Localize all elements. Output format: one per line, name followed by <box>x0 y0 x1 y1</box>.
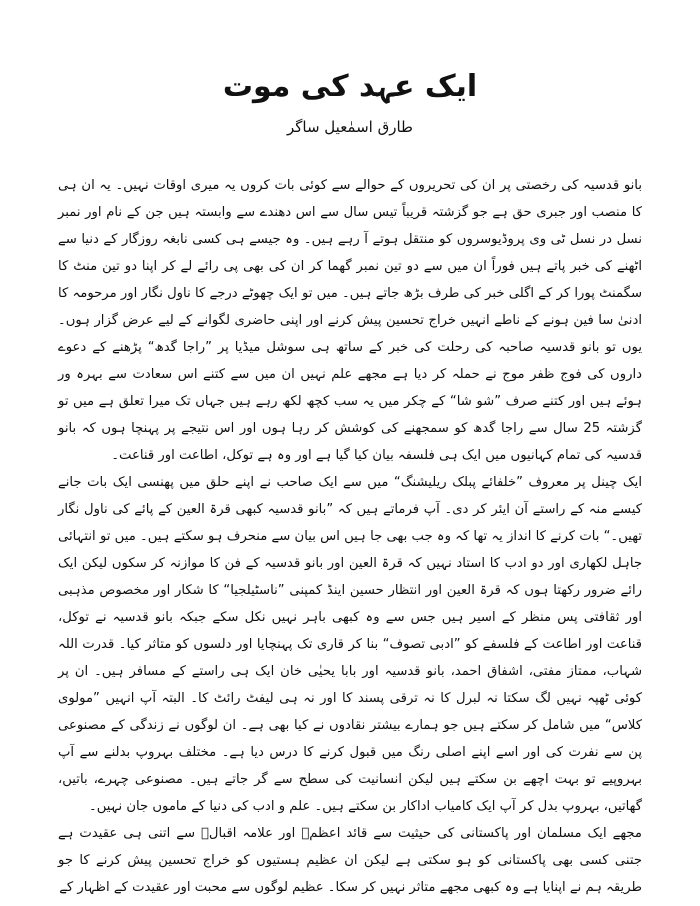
article-author: طارق اسمٰعیل ساگر <box>286 118 413 136</box>
article-paragraph: مجھے ایک مسلمان اور پاکستانی کی حیثیت سے قائد اعظمؒ اور علامہ اقبالؒ سے اتنی ہی عقیدت ہے جتنی کسی بھی پاکستانی کو ہو سکتی ہے لیکن ان عظیم ہستیوں کو خراج تحسین پیش کرنے کا جو طریقہ ہم نے اپنایا ہے وہ کبھی مجھے متاثر نہیں کر سکا۔ عظیم لوگوں سے محبت اور عقیدت کے اظہار کے <box>58 826 642 895</box>
article-body <box>58 172 642 901</box>
article-title: ایک عہد کی موت <box>222 69 478 104</box>
article-paragraph: بانو قدسیہ کی رخصتی پر ان کی تحریروں کے حوالے سے کوئی بات کروں یہ میری اوقات نہیں۔ یہ ان ہی کا منصب اور جبری حق ہے جو گزشتہ قریباً تیس سال سے اس دھندے سے وابستہ ہیں جن کے نام اور نمبر نسل در نسل ٹی وی پروڈیوسروں کو منتقل ہوتے آ رہے ہیں۔ وہ جیسے ہی کسی نابغہ روزگار کے دنیا سے اٹھنے کی خبر پاتے ہیں فوراً ان میں سے دو تین نمبر گھما کر ان کی بھی پی رائے لے کر اپنا دو تین منٹ کا سگمنٹ پورا کر کے اگلی خبر کی طرف بڑھ جاتے ہیں۔ میں تو ایک چھوٹے درجے کا ناول نگار اور مرحومہ کا ادنیٰ سا فین ہونے کے ناطے انہیں خراج تحسین پیش کرنے اور اپنی حاضری لگوانے کے لیے عرض گزار ہوں۔ یوں تو بانو قدسیہ صاحبہ کی رحلت کی خبر کے ساتھ ہی سوشل میڈیا پر ”راجا گدھ“ پڑھنے کے دعوے داروں کی فوج ظفر موج نے حملہ کر دیا ہے مجھے علم نہیں ان میں سے کتنے اس سعادت سے بہرہ ور ہوئے ہیں اور کتنے صرف ”شو شا“ کے چکر میں یہ سب کچھ لکھ رہے ہیں جہاں تک میرا تعلق ہے میں تو گزشتہ 25 سال سے راجا گدھ کو سمجھنے کی کوشش کر رہا ہوں اور اس نتیجے پر پہنچا ہوں کہ بانو قدسیہ کی تمام کہانیوں میں ایک ہی فلسفہ بیان کیا گیا ہے اور وہ ہے توکل، اطاعت اور قناعت۔ <box>58 178 642 463</box>
article-paragraph: ایک چینل پر معروف ”خلفائے پبلک ریلیشنگ“ میں سے ایک صاحب نے اپنے حلق میں پھنسی ایک بات جانے کیسے منہ کے راستے آن ایئر کر دی۔ آپ فرماتے ہیں کہ ”بانو قدسیہ کبھی قرۃ العین کے پائے کی ناول نگار تھیں۔“ بات کرنے کا انداز یہ تھا کہ وہ جب بھی جا ہیں اس بیان سے منحرف ہو سکتے ہیں۔ میں تو انتہائی جاہل لکھاری اور دو ادب کا استاد نہیں کہ قرۃ العین اور بانو قدسیہ کے فن کا موازنہ کر سکوں لیکن ایک رائے ضرور رکھتا ہوں کہ قرۃ العین اور انتظار حسین اینڈ کمپنی ”ناسٹیلجیا“ کا شکار اور مخصوص مذہبی اور ثقافتی پس منظر کے اسیر ہیں جس سے وہ کبھی باہر نہیں نکل سکے جبکہ بانو قدسیہ نے توکل، قناعت اور اطاعت کے فلسفے کو ”ادبی تصوف“ بنا کر قاری تک پہنچایا اور دلسوں کو متاثر کیا۔ قدرت اللہ شہاب، ممتاز مفتی، اشفاق احمد، بانو قدسیہ اور بابا یحیٰی خان ایک ہی راستے کے مسافر ہیں۔ ان پر کوئی ٹھپہ نہیں لگ سکتا نہ لبرل کا نہ ترقی پسند کا اور نہ ہی لیفٹ رائٹ کا۔ البتہ آپ انہیں ”مولوی کلاس“ میں شامل کر سکتے ہیں جو ہمارے بیشتر نقادوں نے کیا بھی ہے۔ ان لوگوں نے زندگی کے مصنوعی پن سے نفرت کی اور اسے اپنے اصلی رنگ میں قبول کرنے کا درس دیا ہے۔ مختلف بہروپ بدلنے سے آپ بہروپیے تو بہت اچھے بن سکتے ہیں لیکن انسانیت کی سطح سے گر جاتے ہیں۔ مصنوعی چہرے، باتیں، گھاتیں، بہروپ بدل کر آپ ایک کامیاب اداکار بن سکتے ہیں۔ علم و ادب کی دنیا کے ماموں جان نہیں۔ <box>58 475 642 814</box>
